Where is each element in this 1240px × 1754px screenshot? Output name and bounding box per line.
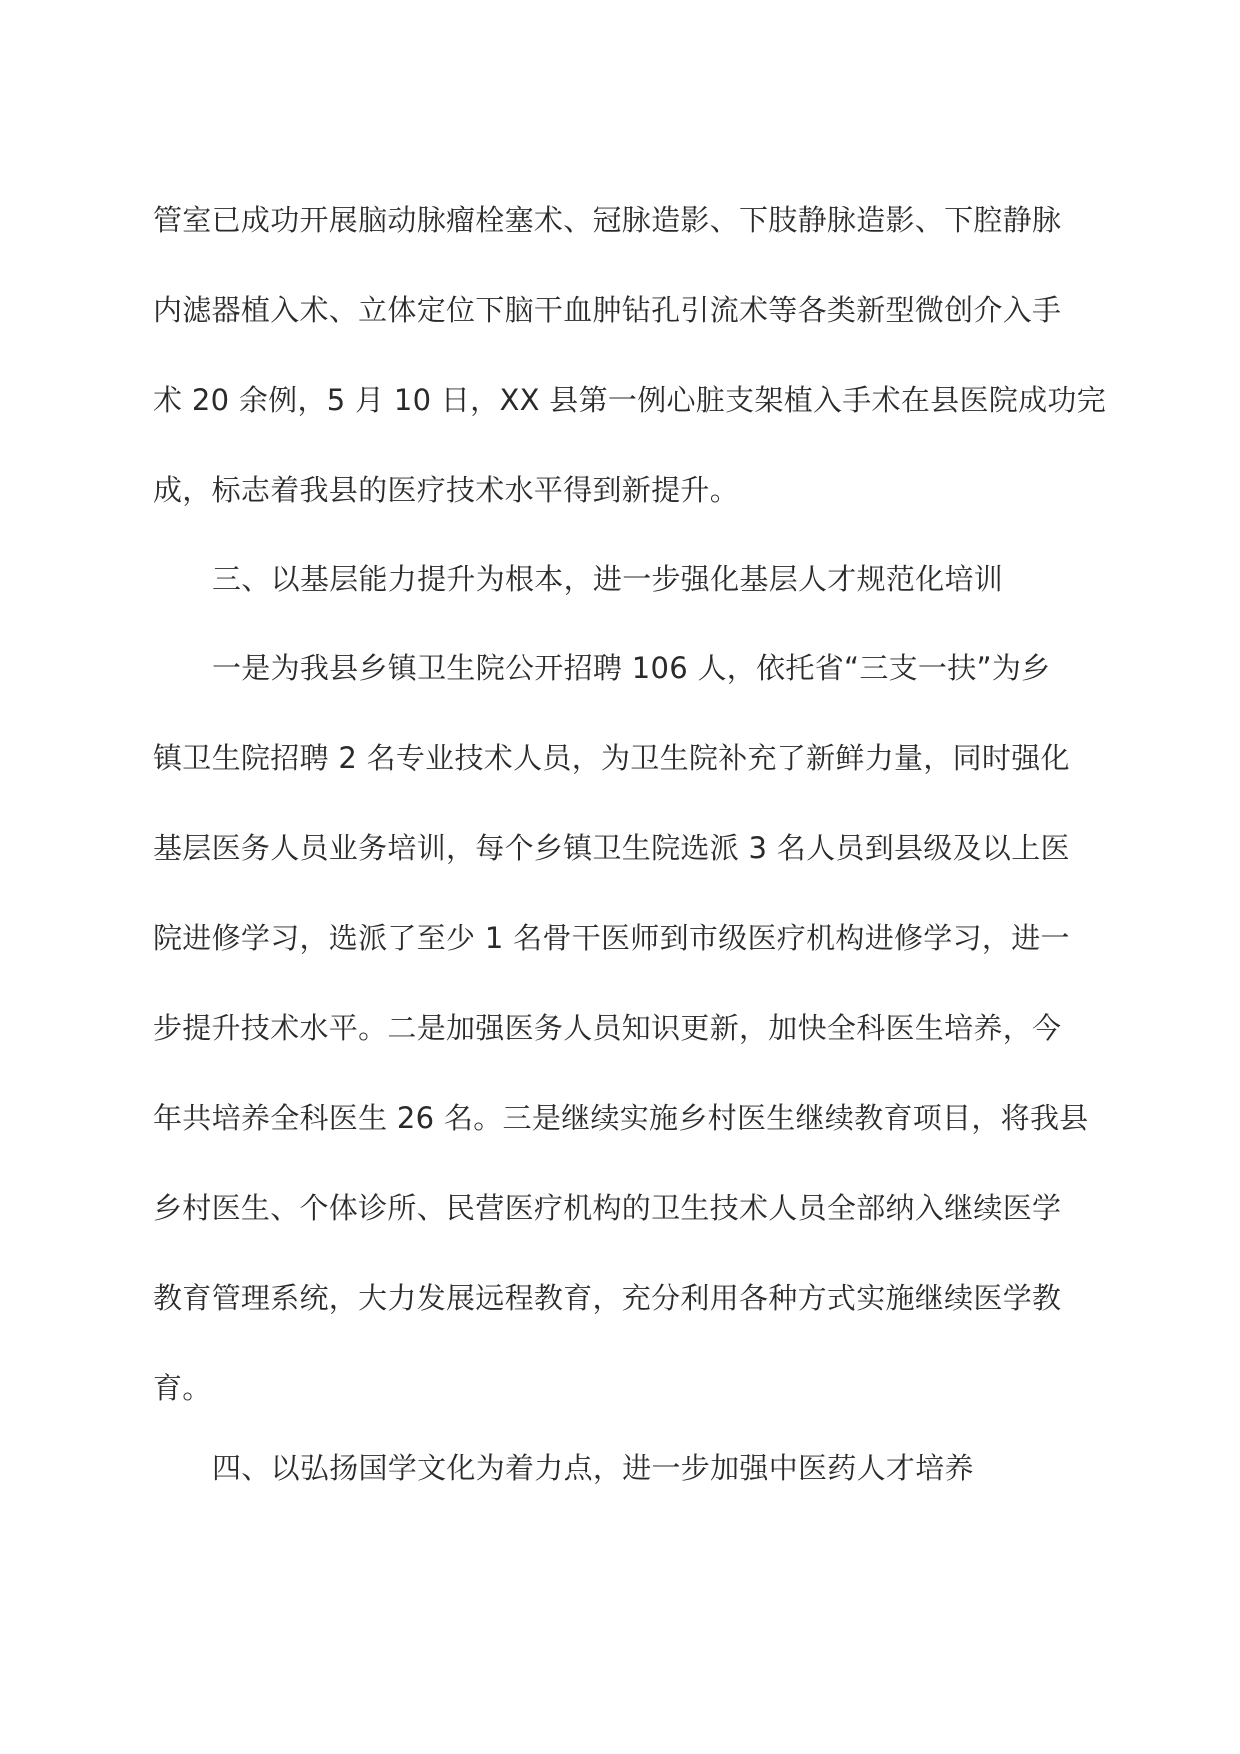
body-text-line: 术 20 余例，5 月 10 日，XX 县第一例心脏支架植入手术在县医院成功完 [153,383,1106,417]
body-text-line: 乡村医生、个体诊所、民营医疗机构的卫生技术人员全部纳入继续医学 [153,1191,1062,1225]
body-text-line: 内滤器植入术、立体定位下脑干血肿钻孔引流术等各类新型微创介入手 [153,293,1062,327]
body-text-line: 镇卫生院招聘 2 名专业技术人员，为卫生院补充了新鲜力量，同时强化 [153,741,1070,775]
body-text-line: 管室已成功开展脑动脉瘤栓塞术、冠脉造影、下肢静脉造影、下腔静脉 [153,203,1062,237]
body-text-line: 一是为我县乡镇卫生院公开招聘 106 人，依托省“三支一扶”为乡 [212,651,1051,685]
body-text-line: 步提升技术水平。二是加强医务人员知识更新，加快全科医生培养，今 [153,1011,1062,1045]
body-text-line: 教育管理系统，大力发展远程教育，充分利用各种方式实施继续医学教 [153,1281,1062,1315]
section-heading: 三、以基层能力提升为根本，进一步强化基层人才规范化培训 [212,562,1004,596]
body-text-line: 成，标志着我县的医疗技术水平得到新提升。 [153,473,740,507]
body-text-line: 基层医务人员业务培训，每个乡镇卫生院选派 3 名人员到县级及以上医 [153,831,1070,865]
body-text-line: 院进修学习，选派了至少 1 名骨干医师到市级医疗机构进修学习，进一 [153,921,1070,955]
section-heading: 四、以弘扬国学文化为着力点，进一步加强中医药人才培养 [212,1451,974,1485]
body-text-line: 年共培养全科医生 26 名。三是继续实施乡村医生继续教育项目，将我县 [153,1101,1089,1135]
body-text-line: 育。 [153,1371,212,1405]
